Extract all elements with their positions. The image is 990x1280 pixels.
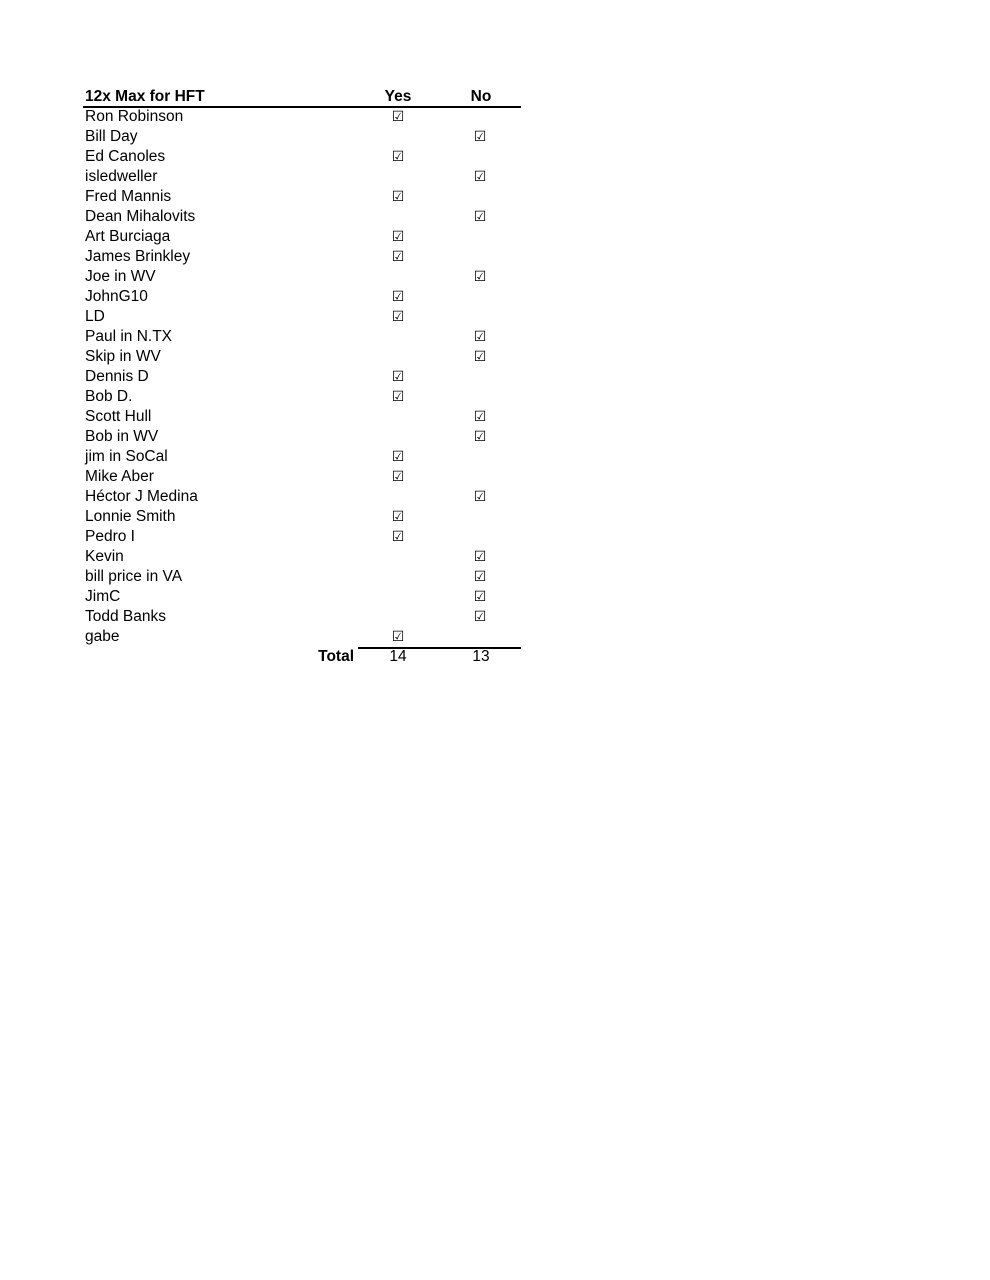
voter-name: Bill Day <box>85 128 138 145</box>
voter-name: bill price in VA <box>85 568 183 585</box>
table-row <box>83 507 521 527</box>
no-checkbox-icon: ☑ <box>473 269 487 285</box>
yes-checkbox-icon: ☑ <box>391 309 405 325</box>
yes-checkbox-icon: ☑ <box>391 369 405 385</box>
vote-tally-sheet <box>83 87 521 667</box>
table-row <box>83 307 521 327</box>
voter-name: Paul in N.TX <box>85 328 173 345</box>
no-checkbox-icon: ☑ <box>473 589 487 605</box>
table-row <box>83 167 521 187</box>
yes-checkbox-icon: ☑ <box>391 529 405 545</box>
voter-name: Kevin <box>85 548 124 565</box>
table-row <box>83 227 521 247</box>
yes-checkbox-icon: ☑ <box>391 229 405 245</box>
table-row <box>83 207 521 227</box>
yes-checkbox-icon: ☑ <box>391 189 405 205</box>
table-row <box>83 527 521 547</box>
table-row <box>83 607 521 627</box>
yes-checkbox-icon: ☑ <box>391 629 405 645</box>
table-row <box>83 627 521 647</box>
yes-checkbox-icon: ☑ <box>391 389 405 405</box>
yes-checkbox-icon: ☑ <box>391 149 405 165</box>
sheet-title: 12x Max for HFT <box>85 88 205 105</box>
no-checkbox-icon: ☑ <box>473 489 487 505</box>
voter-name: JimC <box>85 588 121 605</box>
voter-name: Scott Hull <box>85 408 152 425</box>
yes-checkbox-icon: ☑ <box>391 249 405 265</box>
total-yes-count: 14 <box>389 648 407 665</box>
vote-rows <box>83 107 521 647</box>
voter-name: Bob in WV <box>85 428 159 445</box>
voter-name: Fred Mannis <box>85 188 172 205</box>
no-checkbox-icon: ☑ <box>473 169 487 185</box>
voter-name: isledweller <box>85 168 158 185</box>
yes-column-header: Yes <box>384 88 412 105</box>
no-checkbox-icon: ☑ <box>473 349 487 365</box>
yes-checkbox-icon: ☑ <box>391 449 405 465</box>
table-row <box>83 267 521 287</box>
table-row <box>83 447 521 467</box>
yes-checkbox-icon: ☑ <box>391 469 405 485</box>
table-row <box>83 247 521 267</box>
table-row <box>83 587 521 607</box>
voter-name: Joe in WV <box>85 268 156 285</box>
voter-name: gabe <box>85 628 120 645</box>
voter-name: Mike Aber <box>85 468 154 485</box>
table-row <box>83 367 521 387</box>
table-row <box>83 287 521 307</box>
table-row <box>83 487 521 507</box>
voter-name: Pedro I <box>85 528 135 545</box>
table-row <box>83 147 521 167</box>
no-checkbox-icon: ☑ <box>473 209 487 225</box>
voter-name: Dean Mihalovits <box>85 208 196 225</box>
voter-name: jim in SoCal <box>85 448 168 465</box>
table-row <box>83 347 521 367</box>
voter-name: Ron Robinson <box>85 108 184 125</box>
voter-name: Héctor J Medina <box>85 488 198 505</box>
table-row <box>83 427 521 447</box>
no-column-header: No <box>470 88 492 105</box>
voter-name: Dennis D <box>85 368 149 385</box>
voter-name: JohnG10 <box>85 288 148 305</box>
voter-name: Todd Banks <box>85 608 166 625</box>
voter-name: Lonnie Smith <box>85 508 176 525</box>
table-row <box>83 327 521 347</box>
table-row <box>83 127 521 147</box>
table-row <box>83 467 521 487</box>
total-no-count: 13 <box>472 648 490 665</box>
voter-name: Skip in WV <box>85 348 161 365</box>
no-checkbox-icon: ☑ <box>473 609 487 625</box>
no-checkbox-icon: ☑ <box>473 549 487 565</box>
voter-name: Bob D. <box>85 388 133 405</box>
yes-checkbox-icon: ☑ <box>391 109 405 125</box>
header-row <box>83 87 521 107</box>
table-row <box>83 107 521 127</box>
voter-name: James Brinkley <box>85 248 191 265</box>
no-checkbox-icon: ☑ <box>473 129 487 145</box>
yes-checkbox-icon: ☑ <box>391 289 405 305</box>
table-row <box>83 407 521 427</box>
no-checkbox-icon: ☑ <box>473 329 487 345</box>
table-row <box>83 387 521 407</box>
yes-checkbox-icon: ☑ <box>391 509 405 525</box>
table-row <box>83 547 521 567</box>
voter-name: Ed Canoles <box>85 148 166 165</box>
table-row <box>83 187 521 207</box>
voter-name: LD <box>85 308 105 325</box>
total-label: Total <box>318 648 354 665</box>
no-checkbox-icon: ☑ <box>473 429 487 445</box>
total-row <box>83 647 521 667</box>
voter-name: Art Burciaga <box>85 228 171 245</box>
no-checkbox-icon: ☑ <box>473 409 487 425</box>
table-row <box>83 567 521 587</box>
no-checkbox-icon: ☑ <box>473 569 487 585</box>
